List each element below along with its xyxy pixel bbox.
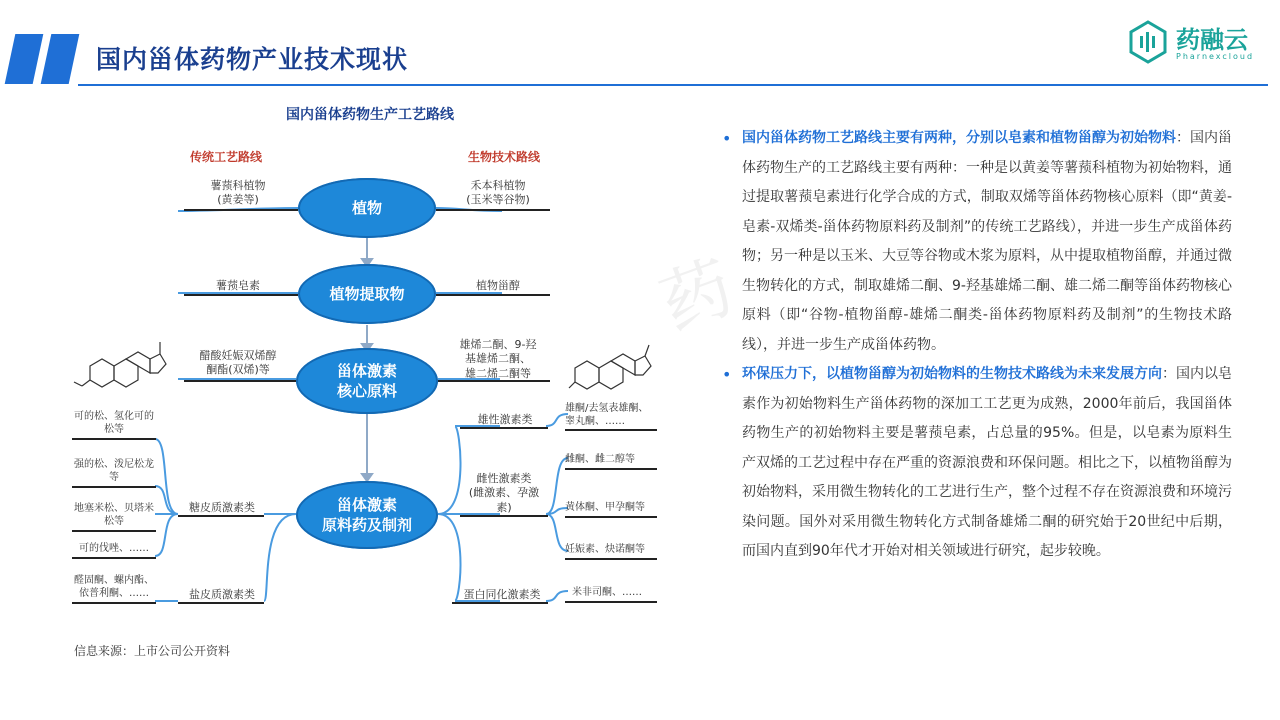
label-underline bbox=[436, 294, 550, 296]
summary-text bbox=[720, 124, 1232, 567]
label-underline bbox=[565, 429, 657, 431]
leaf-aldosterone bbox=[72, 574, 156, 600]
label-line: 醛固酮、螺内酯、 bbox=[74, 575, 154, 586]
label-underline bbox=[184, 209, 298, 211]
logo-subtitle: Pharnexcloud bbox=[1176, 52, 1255, 61]
label-androstenedione bbox=[438, 338, 558, 381]
label-line: 地塞米松、贝塔米 bbox=[74, 503, 154, 514]
label-underline bbox=[438, 380, 550, 382]
label-underline bbox=[184, 380, 296, 382]
bullet-item bbox=[720, 360, 1232, 567]
label-underline bbox=[178, 515, 264, 517]
label-underline bbox=[72, 486, 156, 488]
label-line: 松等 bbox=[104, 424, 124, 435]
label-underline bbox=[460, 515, 548, 517]
label-line: 禾本科植物 bbox=[470, 179, 526, 192]
process-route-diagram bbox=[60, 96, 680, 636]
source-note: 信息来源：上市公司公开资料 bbox=[74, 644, 231, 658]
label-underline bbox=[565, 468, 657, 470]
label-line: 雌性激素类 bbox=[476, 472, 532, 485]
label-mineralocorticoid: 盐皮质激素类 bbox=[189, 588, 255, 601]
right-column-heading: 生物技术路线 bbox=[468, 150, 541, 164]
label-line: 素) bbox=[496, 500, 512, 514]
androstenedione-structure-icon bbox=[569, 345, 651, 389]
leaf-androsterone bbox=[565, 402, 657, 428]
label-underline bbox=[436, 209, 550, 211]
watermark: 药 bbox=[649, 245, 744, 347]
bullet-item bbox=[720, 124, 1232, 360]
label-line: (雌激素、孕激 bbox=[468, 486, 540, 500]
label-underline bbox=[178, 602, 264, 604]
bullet-body: ：国内以皂素作为初始物料生产甾体药物的深加工工艺更为成熟，2000年前后，我国甾体药物生产的初始物料主要是薯蓣皂素，占总量的95%。但是，以皂素为原料生产双烯的工艺过程中存在严重的资源浪费和环保问题。相比之下，以植物甾醇为初始物料，采用微生物转化的工艺进行生产，整个过程不存在资源浪费和环境污染问题。国外对采用微生物转化方式制备雄烯二酮的研究始于20世纪中后期，而国内直到90年代才开始对相关领域进行研究，起步较晚。 bbox=[742, 366, 1232, 559]
label-underline bbox=[72, 438, 156, 440]
label-line: 基雄烯二酮、 bbox=[465, 352, 531, 366]
node-core-line1: 甾体激素 bbox=[336, 361, 397, 380]
leaf-norethisterone: 妊娠素、炔诺酮等 bbox=[565, 544, 645, 555]
node-api-line2: 原料药及制剂 bbox=[321, 516, 412, 534]
leaf-cortisone bbox=[72, 410, 156, 436]
node-plant: 植物 bbox=[298, 178, 436, 238]
label-line: 酮酯(双烯)等 bbox=[206, 363, 270, 377]
label-line: 可的松、氢化可的 bbox=[74, 411, 154, 422]
node-core-line2: 核心原料 bbox=[336, 382, 397, 400]
label-estrogen bbox=[458, 472, 550, 515]
leaf-progesterone: 黄体酮、甲孕酮等 bbox=[565, 502, 645, 513]
label-line: 等 bbox=[109, 472, 119, 483]
label-underline bbox=[184, 294, 298, 296]
label-underline bbox=[72, 530, 156, 532]
label-line: 薯蓣科植物 bbox=[210, 179, 266, 192]
logo-name: 药融云 bbox=[1176, 26, 1248, 54]
leaf-mifepristone: 米非司酮、…… bbox=[572, 587, 642, 598]
label-line: 睾丸酮、…… bbox=[565, 416, 625, 427]
label-glucocorticoid: 糖皮质激素类 bbox=[189, 501, 255, 514]
steroid-structure-icon bbox=[74, 342, 166, 387]
label-protein-assimilation: 蛋白同化激素类 bbox=[463, 588, 541, 601]
label-underline bbox=[452, 602, 548, 604]
leaf-estrone: 雌酮、雌二醇等 bbox=[565, 454, 635, 465]
label-line: 醋酸妊娠双烯醇 bbox=[199, 349, 277, 362]
bullet-body: ：国内甾体药物生产的工艺路线主要有两种：一种是以黄姜等薯蓣科植物为初始物料，通过提取薯蓣皂素进行化学合成的方式，制取双烯等甾体药物核心原料（即“黄姜-皂素-双烯类-甾体药物原料药及制剂”的传统工艺路线），并进一步生产成甾体药物；另一种是以玉米、大豆等谷物或木浆为原料，从中提取植物甾醇，并通过微生物转化的方式，制取雄烯二酮、9-羟基雄烯二酮、雄二烯二酮等甾体药物核心原料（即“谷物-植物甾醇-雄烯二酮类-甾体药物原料药及制剂”的生物技术路线），并进一步生产成甾体药物。 bbox=[742, 130, 1232, 353]
label-dioscorea-plant bbox=[178, 179, 298, 208]
label-androgen: 雄性激素类 bbox=[477, 413, 533, 426]
diagram-title: 国内甾体药物生产工艺路线 bbox=[286, 107, 454, 123]
logo-hexagon-icon bbox=[1128, 20, 1168, 64]
leaf-dexamethasone bbox=[72, 502, 156, 528]
label-line: (玉米等谷物) bbox=[466, 193, 530, 207]
node-api-line1: 甾体激素 bbox=[336, 495, 397, 514]
header-divider bbox=[78, 84, 1268, 86]
bullet-highlight: 环保压力下，以植物甾醇为初始物料的生物技术路线为未来发展方向 bbox=[742, 366, 1162, 382]
label-underline bbox=[565, 601, 657, 603]
bullet-highlight: 国内甾体药物工艺路线主要有两种，分别以皂素和植物甾醇为初始物料 bbox=[742, 130, 1176, 146]
brand-logo bbox=[1128, 18, 1268, 68]
label-line: 雄酮/去氢表雄酮、 bbox=[565, 403, 649, 414]
label-line: (黄姜等) bbox=[217, 193, 259, 207]
leaf-cortivazol: 可的伐唑、…… bbox=[79, 543, 149, 554]
node-steroid-api bbox=[296, 481, 438, 549]
node-plant-extract: 植物提取物 bbox=[298, 264, 436, 324]
label-line: 雄二烯二酮等 bbox=[465, 366, 531, 380]
header-accent-bar bbox=[5, 34, 44, 84]
label-underline bbox=[565, 516, 657, 518]
label-diene bbox=[178, 349, 298, 378]
label-underline bbox=[460, 427, 548, 429]
page-title: 国内甾体药物产业技术现状 bbox=[96, 45, 409, 74]
label-underline bbox=[72, 557, 156, 559]
node-steroid-core-material bbox=[296, 348, 438, 414]
header-accent-bar bbox=[41, 34, 80, 84]
label-underline bbox=[565, 558, 657, 560]
label-phytosterol: 植物甾醇 bbox=[476, 279, 520, 292]
left-column-heading: 传统工艺路线 bbox=[190, 150, 263, 164]
label-saponin: 薯蓣皂素 bbox=[216, 279, 260, 292]
label-gramineae-plant bbox=[438, 179, 558, 208]
label-line: 依普利酮、…… bbox=[79, 588, 149, 599]
label-line: 强的松、泼尼松龙 bbox=[74, 459, 154, 470]
label-line: 松等 bbox=[104, 516, 124, 527]
leaf-prednisone bbox=[72, 458, 156, 484]
label-line: 雄烯二酮、9-羟 bbox=[459, 338, 537, 351]
label-underline bbox=[72, 602, 156, 604]
